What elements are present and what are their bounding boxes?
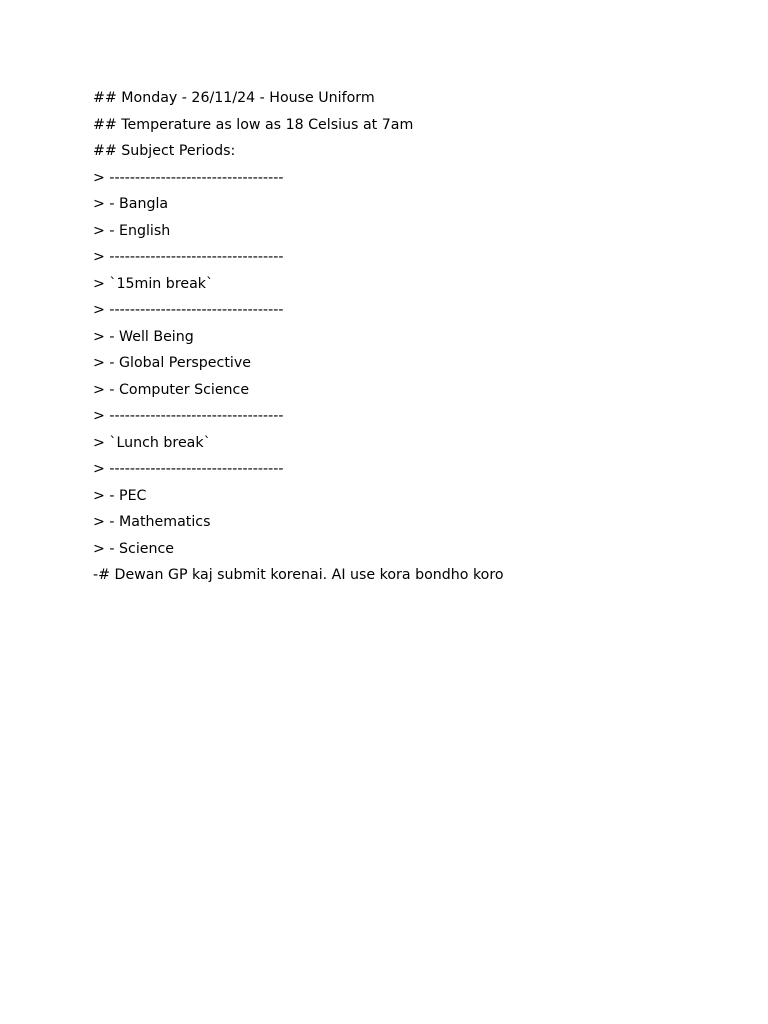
period-item: > - Computer Science: [93, 381, 250, 398]
break-line: > `Lunch break`: [93, 434, 211, 451]
period-item: > - Mathematics: [93, 514, 211, 530]
heading-date-line: ## Monday - 26/11/24 - House Uniform: [93, 90, 375, 106]
divider-line: > ----------------------------------: [93, 302, 284, 318]
heading-subject-periods-line: ## Subject Periods:: [93, 143, 236, 159]
period-item: > - English: [93, 222, 171, 239]
divider-line: > ----------------------------------: [93, 249, 284, 265]
footnote-line: -# Dewan GP kaj submit korenai. AI use kora bondho koro: [93, 567, 504, 583]
heading-temperature-line: ## Temperature as low as 18 Celsius at 7am: [93, 116, 414, 133]
period-item: > - PEC: [93, 487, 147, 504]
period-item: > - Science: [93, 540, 175, 557]
period-item: > - Global Perspective: [93, 355, 251, 371]
period-item: > - Bangla: [93, 196, 169, 212]
document-lines: [93, 85, 504, 589]
break-line: > `15min break`: [93, 275, 214, 292]
period-item: > - Well Being: [93, 328, 194, 345]
divider-line: > ----------------------------------: [93, 461, 284, 477]
divider-line: > ----------------------------------: [93, 169, 284, 186]
divider-line: > ----------------------------------: [93, 408, 284, 424]
